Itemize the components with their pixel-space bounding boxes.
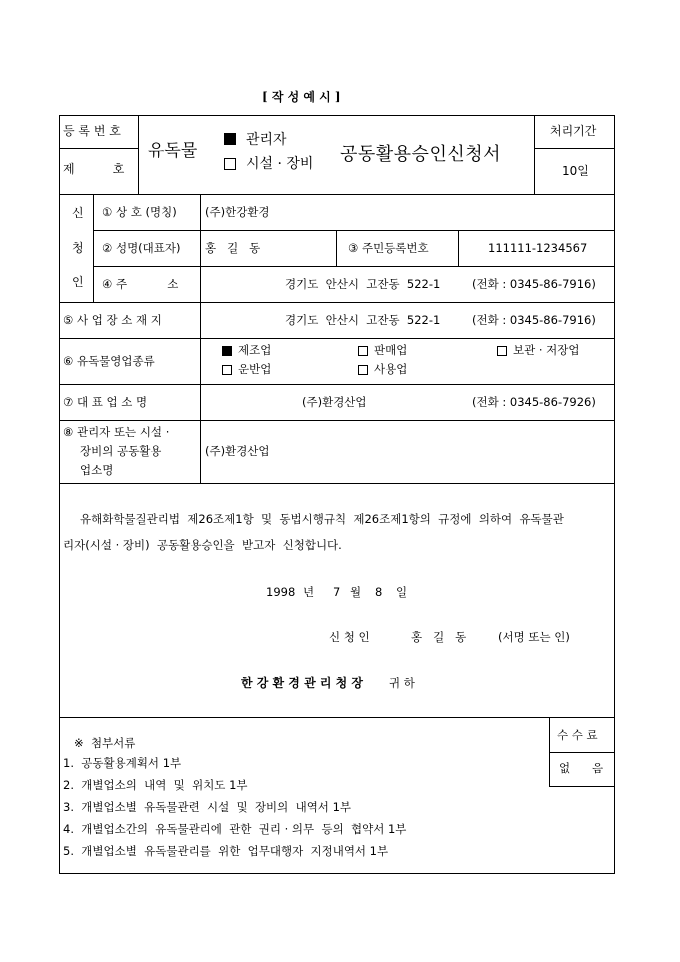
address-value: 경기도 안산시 고잔동 522-1 [285, 277, 441, 291]
business-type-checkbox-use[interactable] [358, 365, 368, 375]
processing-period-value: 10일 [562, 164, 589, 178]
resident-number-value: 111111-1234567 [488, 241, 588, 255]
applicant-side-label-1: 신 [72, 206, 84, 220]
business-type-sales: 판매업 [374, 343, 408, 357]
date-month: 7 [333, 585, 341, 599]
facility-option-label: 시설 · 장비 [246, 156, 314, 172]
company-name-label: ① 상 호 (명칭) [102, 205, 177, 219]
form-title: 공동활용승인신청서 [340, 144, 501, 165]
attachments-heading: ※ 첨부서류 [74, 736, 136, 750]
signature-note: (서명 또는 인) [498, 630, 570, 644]
business-type-checkbox-storage[interactable] [497, 346, 507, 356]
company-name-value: (주)한강환경 [205, 205, 270, 219]
business-type-transport: 운반업 [238, 362, 272, 376]
processing-period-label: 처리기간 [550, 124, 597, 138]
date-day-unit: 일 [396, 585, 408, 599]
representative-name-value: 홍 길 동 [205, 241, 261, 255]
business-type-manufacturing: 제조업 [238, 343, 272, 357]
address-label: ④ 주 소 [102, 277, 179, 291]
shared-site-label-line3: 업소명 [80, 463, 114, 477]
applicant-signature-label: 신 청 인 [329, 630, 370, 644]
recipient: 한 강 환 경 관 리 청 장 [241, 676, 363, 690]
business-type-checkbox-transport[interactable] [222, 365, 232, 375]
attachment-item: 4. 개별업소간의 유독물관리에 관한 권리 · 의무 등의 협약서 1부 [63, 822, 407, 836]
fee-value: 없 음 [559, 761, 604, 775]
workplace-label: ⑤ 사 업 장 소 재 지 [63, 313, 162, 327]
workplace-phone: (전화 : 0345-86-7916) [472, 313, 596, 327]
workplace-address: 경기도 안산시 고잔동 522-1 [285, 313, 441, 327]
manager-option-label: 관리자 [246, 132, 287, 148]
statement-line-1: 유해화학물질관리법 제26조제1항 및 동법시행규칙 제26조제1항의 규정에 의하여 유독물관 [80, 512, 564, 526]
shared-site-label-line2: 장비의 공동활용 [80, 444, 162, 458]
shared-site-label-line1: ⑧ 관리자 또는 시설 · [63, 425, 170, 439]
date-day: 8 [375, 585, 383, 599]
date-year-unit: 년 [303, 585, 315, 599]
applicant-side-label-2: 청 [72, 241, 84, 255]
example-title: [ 작 성 예 시 ] [262, 90, 341, 104]
attachment-item: 1. 공동활용계획서 1부 [63, 756, 182, 770]
address-phone: (전화 : 0345-86-7916) [472, 277, 596, 291]
facility-checkbox[interactable] [224, 158, 236, 170]
business-type-label: ⑥ 유독물영업종류 [63, 354, 155, 368]
representative-site-value: (주)환경산업 [302, 395, 367, 409]
resident-number-label: ③ 주민등록번호 [348, 241, 429, 255]
date-year: 1998 [266, 585, 296, 599]
attachment-item: 2. 개별업소의 내역 및 위치도 1부 [63, 778, 248, 792]
recipient-suffix: 귀 하 [389, 676, 415, 690]
registration-number-label: 등 록 번 호 [63, 124, 121, 138]
fee-label: 수 수 료 [557, 728, 598, 742]
reference-number-label: 제 호 [63, 162, 125, 176]
representative-name-label: ② 성명(대표자) [102, 241, 181, 255]
hazard-label: 유독물 [148, 141, 198, 161]
date-month-unit: 월 [350, 585, 362, 599]
business-type-checkbox-sales[interactable] [358, 346, 368, 356]
business-type-use: 사용업 [374, 362, 408, 376]
manager-checkbox[interactable] [224, 133, 236, 145]
applicant-signature-name: 홍 길 동 [411, 630, 467, 644]
attachment-item: 3. 개별업소별 유독물관련 시설 및 장비의 내역서 1부 [63, 800, 351, 814]
statement-line-2: 리자(시설 · 장비) 공동활용승인을 받고자 신청합니다. [63, 538, 342, 552]
business-type-storage: 보관 · 저장업 [513, 343, 580, 357]
business-type-checkbox-manufacturing[interactable] [222, 346, 232, 356]
representative-site-label: ⑦ 대 표 업 소 명 [63, 395, 148, 409]
applicant-side-label-3: 인 [72, 275, 84, 289]
shared-site-value: (주)환경산업 [205, 444, 270, 458]
attachment-item: 5. 개별업소별 유독물관리를 위한 업무대행자 지정내역서 1부 [63, 844, 389, 858]
representative-site-phone: (전화 : 0345-86-7926) [472, 395, 596, 409]
